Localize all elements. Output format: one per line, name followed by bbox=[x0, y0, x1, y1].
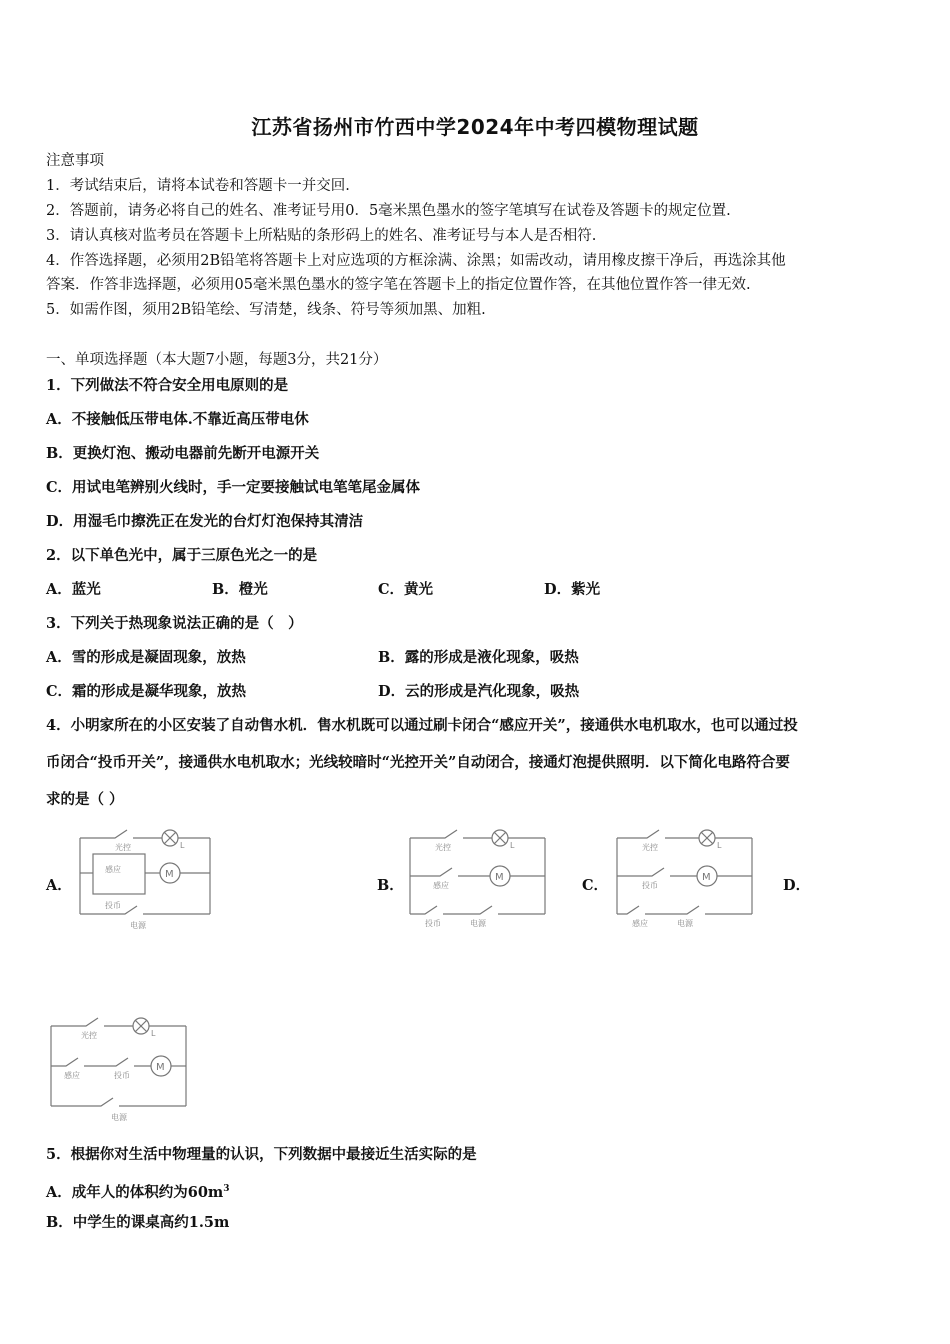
section-heading: 一、单项选择题（本大题7小题，每题3分，共21分） bbox=[46, 352, 388, 368]
q2-option-d: D．紫光 bbox=[544, 581, 601, 598]
q4-stem-line2: 币闭合“投币开关”，接通供水电机取水；光线较暗时“光控开关”自动闭合，接通灯泡提供照明．以下简化电路符合要 bbox=[46, 754, 790, 771]
circuit-a-motor: M bbox=[165, 869, 174, 880]
q4-stem-line3: 求的是（ ） bbox=[46, 791, 124, 808]
circuit-a-lamp: L bbox=[180, 841, 185, 850]
circuit-c-motor: M bbox=[702, 872, 711, 883]
q5-option-b: B．中学生的课桌高约1.5m bbox=[46, 1214, 230, 1231]
q1-option-c: C．用试电笔辨别火线时，手一定要接触试电笔笔尾金属体 bbox=[46, 479, 421, 496]
q2-option-c: C．黄光 bbox=[378, 581, 434, 598]
q4-label-d: D． bbox=[783, 877, 811, 894]
circuit-d-motor: M bbox=[156, 1062, 165, 1073]
q2-stem: 2．以下单色光中，属于三原色光之一的是 bbox=[46, 547, 318, 564]
notice-item-4: 4．作答选择题，必须用2B铅笔将答题卡上对应选项的方框涂满、涂黑；如需改动，请用橡皮擦干净后，再选涂其他 bbox=[46, 253, 786, 269]
circuit-diagram-a bbox=[75, 826, 215, 932]
q4-label-b: B． bbox=[377, 877, 404, 894]
circuit-c-power: 电源 bbox=[677, 919, 693, 928]
q2-option-a: A．蓝光 bbox=[46, 581, 101, 598]
q1-option-b: B．更换灯泡、搬动电器前先断开电源开关 bbox=[46, 445, 320, 462]
page-title: 江苏省扬州市竹西中学2024年中考四模物理试题 bbox=[251, 115, 699, 139]
q1-stem: 1．下列做法不符合安全用电原则的是 bbox=[46, 377, 289, 394]
circuit-b-lamp: L bbox=[510, 841, 515, 850]
circuit-b-motor: M bbox=[495, 872, 504, 883]
circuit-diagram-c bbox=[612, 826, 757, 932]
circuit-c-light: 光控 bbox=[642, 843, 658, 852]
q5-option-a bbox=[46, 1179, 230, 1203]
circuit-d-light: 光控 bbox=[81, 1031, 97, 1040]
circuit-d-power: 电源 bbox=[111, 1113, 127, 1122]
circuit-a-power: 电源 bbox=[130, 921, 146, 930]
q3-stem: 3．下列关于热现象说法正确的是（ ） bbox=[46, 615, 303, 632]
circuit-b-coin: 投币 bbox=[425, 919, 441, 928]
circuit-diagram-b bbox=[405, 826, 550, 932]
q2-option-b: B．橙光 bbox=[212, 581, 268, 598]
notice-item-2: 2．答题前，请务必将自己的姓名、准考证号用0．5毫米黑色墨水的签字笔填写在试卷及答题卡的规定位置. bbox=[46, 203, 731, 219]
q4-stem-line1: 4．小明家所在的小区安装了自动售水机．售水机既可以通过刷卡闭合“感应开关”，接通供水电机取水，也可以通过投 bbox=[46, 717, 798, 734]
notice-item-1: 1．考试结束后，请将本试卷和答题卡一并交回. bbox=[46, 178, 350, 194]
q5-option-a-text: A．成年人的体积约为60m bbox=[46, 1183, 224, 1201]
q1-option-d: D．用湿毛巾擦洗正在发光的台灯灯泡保持其清洁 bbox=[46, 513, 364, 530]
circuit-b-power: 电源 bbox=[470, 919, 486, 928]
notice-item-4-cont: 答案．作答非选择题，必须用05毫米黑色墨水的签字笔在答题卡上的指定位置作答，在其他位置作答一律无效. bbox=[46, 277, 751, 293]
notice-item-3: 3．请认真核对监考员在答题卡上所粘贴的条形码上的姓名、准考证号与本人是否相符. bbox=[46, 228, 597, 244]
circuit-a-sense: 感应 bbox=[105, 865, 121, 874]
q3-option-b: B．露的形成是液化现象，吸热 bbox=[378, 649, 579, 666]
circuit-a-light: 光控 bbox=[115, 843, 131, 852]
q4-label-a: A． bbox=[46, 877, 72, 894]
circuit-diagram-d bbox=[46, 1014, 191, 1126]
circuit-d-sense: 感应 bbox=[64, 1071, 80, 1080]
circuit-a-coin: 投币 bbox=[105, 901, 121, 910]
circuit-c-lamp: L bbox=[717, 841, 722, 850]
q4-label-c: C． bbox=[582, 877, 609, 894]
q3-option-a: A．雪的形成是凝固现象，放热 bbox=[46, 649, 246, 666]
circuit-d-coin: 投币 bbox=[114, 1071, 130, 1080]
notice-item-5: 5．如需作图，须用2B铅笔绘、写清楚，线条、符号等须加黑、加粗. bbox=[46, 302, 486, 318]
notice-heading: 注意事项 bbox=[46, 153, 104, 169]
q1-option-a: A．不接触低压带电体.不靠近高压带电休 bbox=[46, 411, 309, 428]
q5-stem: 5．根据你对生活中物理量的认识，下列数据中最接近生活实际的是 bbox=[46, 1146, 477, 1163]
q3-option-d: D．云的形成是汽化现象，吸热 bbox=[378, 683, 580, 700]
q3-option-c: C．霜的形成是凝华现象，放热 bbox=[46, 683, 247, 700]
circuit-c-sense: 感应 bbox=[632, 919, 648, 928]
circuit-b-light: 光控 bbox=[435, 843, 451, 852]
circuit-c-coin: 投币 bbox=[642, 881, 658, 890]
circuit-b-sense: 感应 bbox=[433, 881, 449, 890]
circuit-d-lamp: L bbox=[151, 1029, 156, 1038]
q5-option-a-sup: 3 bbox=[223, 1184, 230, 1194]
